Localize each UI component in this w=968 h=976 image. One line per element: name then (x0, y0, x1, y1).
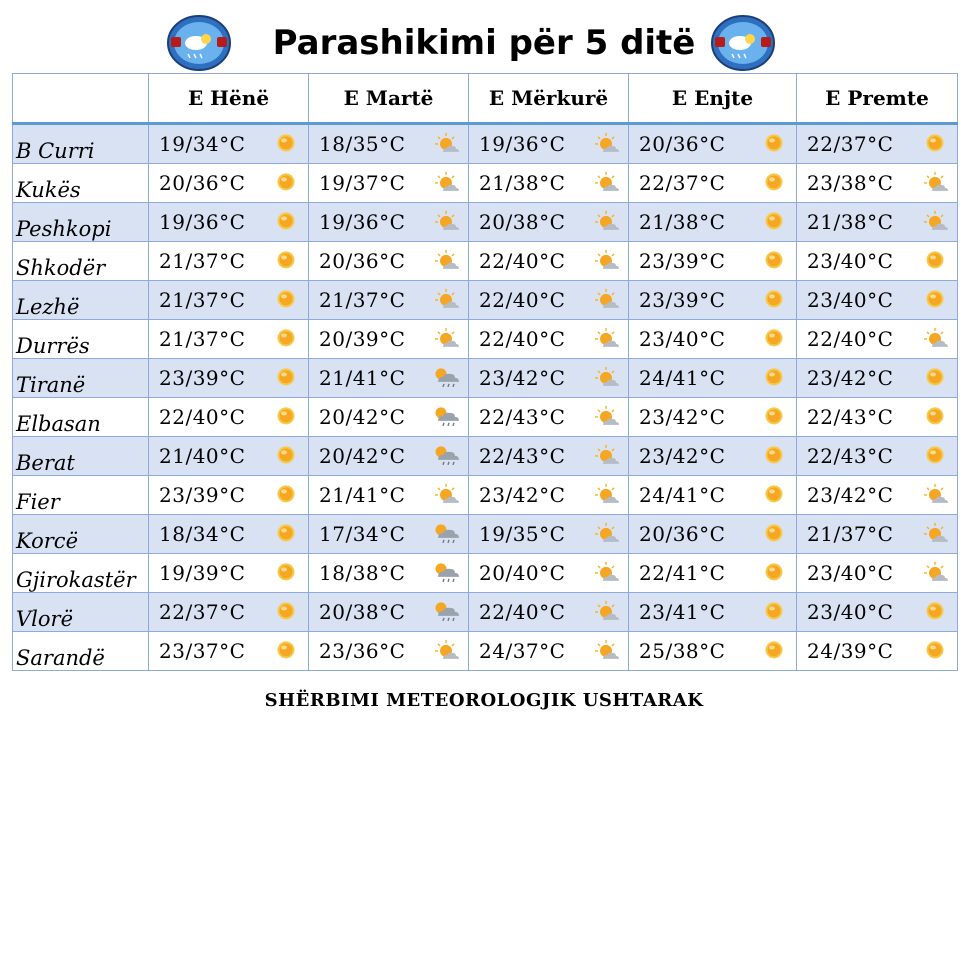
temperature-range: 22/40°C (479, 327, 566, 351)
forecast-cell (797, 554, 958, 593)
forecast-cell (629, 242, 797, 281)
day-header: E Martë (309, 74, 469, 124)
page-header (0, 10, 968, 76)
partly-cloudy-icon (592, 561, 620, 583)
city-name: Shkodër (13, 242, 149, 281)
temperature-range: 20/39°C (319, 327, 406, 351)
partly-cloudy-icon (432, 171, 460, 193)
sun-icon (760, 600, 788, 622)
day-header: E Mërkurë (469, 74, 629, 124)
sun-icon (921, 132, 949, 154)
temperature-range: 18/34°C (159, 522, 246, 546)
table-row (13, 554, 958, 593)
partly-cloudy-icon (921, 561, 949, 583)
forecast-cell (309, 359, 469, 398)
partly-cloudy-icon (592, 366, 620, 388)
temperature-range: 23/39°C (159, 483, 246, 507)
sun-icon (921, 366, 949, 388)
sun-icon (272, 405, 300, 427)
table-row (13, 632, 958, 671)
temperature-range: 23/42°C (639, 444, 726, 468)
temperature-range: 21/38°C (807, 210, 894, 234)
temperature-range: 22/43°C (807, 405, 894, 429)
city-name: Durrës (13, 320, 149, 359)
forecast-cell (469, 593, 629, 632)
partly-cloudy-icon (921, 522, 949, 544)
forecast-cell (797, 593, 958, 632)
city-name: Sarandë (13, 632, 149, 671)
day-header: E Premte (797, 74, 958, 124)
cloud-shower-icon (432, 522, 460, 544)
temperature-range: 19/36°C (319, 210, 406, 234)
temperature-range: 22/40°C (479, 600, 566, 624)
sun-icon (760, 327, 788, 349)
forecast-cell (469, 359, 629, 398)
forecast-cell (797, 281, 958, 320)
temperature-range: 22/40°C (479, 249, 566, 273)
city-name: Vlorë (13, 593, 149, 632)
temperature-range: 22/37°C (159, 600, 246, 624)
table-row (13, 398, 958, 437)
sun-icon (921, 405, 949, 427)
sun-icon (272, 132, 300, 154)
forecast-cell (149, 554, 309, 593)
city-name: Berat (13, 437, 149, 476)
sun-icon (272, 561, 300, 583)
partly-cloudy-icon (432, 132, 460, 154)
sun-icon (272, 444, 300, 466)
weather-service-logo-icon (710, 14, 776, 72)
temperature-range: 19/39°C (159, 561, 246, 585)
forecast-cell (629, 281, 797, 320)
sun-icon (760, 639, 788, 661)
forecast-cell (797, 398, 958, 437)
temperature-range: 23/39°C (639, 249, 726, 273)
partly-cloudy-icon (592, 210, 620, 232)
partly-cloudy-icon (592, 327, 620, 349)
day-header: E Hënë (149, 74, 309, 124)
temperature-range: 19/36°C (479, 132, 566, 156)
temperature-range: 19/36°C (159, 210, 246, 234)
forecast-cell (149, 124, 309, 164)
table-row (13, 359, 958, 398)
forecast-cell (629, 398, 797, 437)
city-name: Tiranë (13, 359, 149, 398)
temperature-range: 23/40°C (807, 288, 894, 312)
forecast-cell (797, 476, 958, 515)
temperature-range: 20/36°C (319, 249, 406, 273)
sun-icon (272, 483, 300, 505)
partly-cloudy-icon (432, 483, 460, 505)
forecast-cell (629, 203, 797, 242)
forecast-cell (629, 554, 797, 593)
city-name: Elbasan (13, 398, 149, 437)
sun-icon (921, 249, 949, 271)
forecast-cell (797, 203, 958, 242)
table-row (13, 124, 958, 164)
sun-icon (272, 171, 300, 193)
sun-icon (272, 288, 300, 310)
table-row (13, 320, 958, 359)
temperature-range: 23/39°C (639, 288, 726, 312)
temperature-range: 23/40°C (807, 561, 894, 585)
forecast-cell (797, 515, 958, 554)
partly-cloudy-icon (592, 600, 620, 622)
forecast-cell (629, 164, 797, 203)
temperature-range: 22/40°C (479, 288, 566, 312)
forecast-cell (469, 515, 629, 554)
forecast-cell (469, 164, 629, 203)
forecast-cell (629, 124, 797, 164)
temperature-range: 21/37°C (159, 327, 246, 351)
temperature-range: 20/36°C (639, 132, 726, 156)
city-name: Peshkopi (13, 203, 149, 242)
forecast-cell (629, 320, 797, 359)
temperature-range: 23/37°C (159, 639, 246, 663)
sun-icon (921, 444, 949, 466)
partly-cloudy-icon (921, 210, 949, 232)
sun-icon (272, 522, 300, 544)
temperature-range: 20/36°C (639, 522, 726, 546)
temperature-range: 25/38°C (639, 639, 726, 663)
city-name: Kukës (13, 164, 149, 203)
temperature-range: 18/35°C (319, 132, 406, 156)
temperature-range: 20/42°C (319, 444, 406, 468)
forecast-cell (469, 437, 629, 476)
forecast-cell (797, 320, 958, 359)
temperature-range: 23/39°C (159, 366, 246, 390)
partly-cloudy-icon (592, 522, 620, 544)
sun-icon (760, 210, 788, 232)
temperature-range: 22/37°C (639, 171, 726, 195)
sun-icon (760, 288, 788, 310)
city-name: Korcë (13, 515, 149, 554)
forecast-cell (309, 320, 469, 359)
forecast-cell (149, 359, 309, 398)
temperature-range: 23/40°C (639, 327, 726, 351)
sun-icon (921, 288, 949, 310)
partly-cloudy-icon (921, 171, 949, 193)
page-title: Parashikimi për 5 ditë (272, 23, 696, 63)
forecast-cell (309, 593, 469, 632)
forecast-cell (149, 437, 309, 476)
sun-icon (760, 366, 788, 388)
temperature-range: 21/40°C (159, 444, 246, 468)
sun-icon (760, 405, 788, 427)
temperature-range: 23/38°C (807, 171, 894, 195)
temperature-range: 21/37°C (319, 288, 406, 312)
forecast-cell (149, 593, 309, 632)
forecast-cell (469, 203, 629, 242)
temperature-range: 21/41°C (319, 366, 406, 390)
partly-cloudy-icon (592, 639, 620, 661)
forecast-cell (309, 203, 469, 242)
temperature-range: 24/41°C (639, 483, 726, 507)
sun-icon (760, 483, 788, 505)
city-name: B Curri (13, 124, 149, 164)
forecast-cell (309, 398, 469, 437)
sun-icon (272, 249, 300, 271)
forecast-cell (309, 242, 469, 281)
forecast-cell (309, 164, 469, 203)
forecast-cell (469, 398, 629, 437)
cloud-shower-icon (432, 600, 460, 622)
partly-cloudy-icon (432, 249, 460, 271)
sun-icon (760, 522, 788, 544)
partly-cloudy-icon (592, 405, 620, 427)
temperature-range: 19/35°C (479, 522, 566, 546)
sun-icon (760, 132, 788, 154)
table-row (13, 437, 958, 476)
forecast-cell (149, 203, 309, 242)
forecast-cell (149, 242, 309, 281)
forecast-cell (629, 476, 797, 515)
sun-icon (272, 600, 300, 622)
temperature-range: 22/43°C (479, 405, 566, 429)
forecast-cell (629, 359, 797, 398)
forecast-cell (797, 124, 958, 164)
forecast-cell (797, 242, 958, 281)
sun-icon (921, 600, 949, 622)
sun-icon (760, 561, 788, 583)
partly-cloudy-icon (432, 210, 460, 232)
forecast-cell (797, 632, 958, 671)
temperature-range: 24/37°C (479, 639, 566, 663)
temperature-range: 23/40°C (807, 600, 894, 624)
forecast-cell (309, 437, 469, 476)
temperature-range: 22/41°C (639, 561, 726, 585)
table-header-row (13, 74, 958, 124)
temperature-range: 22/40°C (159, 405, 246, 429)
temperature-range: 23/42°C (479, 366, 566, 390)
forecast-cell (149, 281, 309, 320)
partly-cloudy-icon (592, 171, 620, 193)
forecast-cell (149, 632, 309, 671)
forecast-cell (797, 164, 958, 203)
partly-cloudy-icon (432, 327, 460, 349)
sun-icon (272, 639, 300, 661)
forecast-cell (797, 437, 958, 476)
sun-icon (272, 366, 300, 388)
sun-icon (921, 639, 949, 661)
forecast-cell (149, 164, 309, 203)
temperature-range: 20/36°C (159, 171, 246, 195)
cloud-shower-icon (432, 405, 460, 427)
forecast-cell (469, 632, 629, 671)
partly-cloudy-icon (592, 483, 620, 505)
temperature-range: 20/38°C (479, 210, 566, 234)
partly-cloudy-icon (432, 639, 460, 661)
forecast-cell (149, 476, 309, 515)
temperature-range: 21/38°C (479, 171, 566, 195)
partly-cloudy-icon (592, 132, 620, 154)
weather-service-logo-icon (166, 14, 232, 72)
forecast-cell (309, 476, 469, 515)
temperature-range: 21/37°C (159, 249, 246, 273)
temperature-range: 23/40°C (807, 249, 894, 273)
temperature-range: 22/43°C (479, 444, 566, 468)
temperature-range: 23/42°C (807, 483, 894, 507)
temperature-range: 22/40°C (807, 327, 894, 351)
city-name: Lezhë (13, 281, 149, 320)
forecast-cell (629, 515, 797, 554)
table-row (13, 476, 958, 515)
table-row (13, 515, 958, 554)
forecast-cell (309, 632, 469, 671)
forecast-cell (469, 476, 629, 515)
cloud-shower-icon (432, 366, 460, 388)
cloud-shower-icon (432, 444, 460, 466)
forecast-cell (309, 515, 469, 554)
forecast-cell (469, 554, 629, 593)
temperature-range: 19/34°C (159, 132, 246, 156)
temperature-range: 20/38°C (319, 600, 406, 624)
forecast-cell (149, 398, 309, 437)
table-row (13, 164, 958, 203)
forecast-cell (469, 281, 629, 320)
sun-icon (760, 171, 788, 193)
forecast-cell (149, 320, 309, 359)
table-row (13, 593, 958, 632)
partly-cloudy-icon (592, 444, 620, 466)
temperature-range: 23/36°C (319, 639, 406, 663)
temperature-range: 21/41°C (319, 483, 406, 507)
forecast-cell (469, 242, 629, 281)
temperature-range: 23/42°C (479, 483, 566, 507)
forecast-cell (469, 124, 629, 164)
temperature-range: 24/41°C (639, 366, 726, 390)
forecast-cell (629, 593, 797, 632)
partly-cloudy-icon (592, 249, 620, 271)
temperature-range: 23/42°C (639, 405, 726, 429)
temperature-range: 22/37°C (807, 132, 894, 156)
footer-service-name: SHËRBIMI METEOROLOGJIK USHTARAK (264, 690, 704, 711)
forecast-cell (469, 320, 629, 359)
forecast-table (12, 73, 958, 671)
sun-icon (272, 210, 300, 232)
city-name: Fier (13, 476, 149, 515)
temperature-range: 24/39°C (807, 639, 894, 663)
temperature-range: 18/38°C (319, 561, 406, 585)
forecast-cell (629, 632, 797, 671)
temperature-range: 20/42°C (319, 405, 406, 429)
forecast-cell (309, 281, 469, 320)
partly-cloudy-icon (432, 288, 460, 310)
table-row (13, 203, 958, 242)
temperature-range: 21/37°C (159, 288, 246, 312)
partly-cloudy-icon (921, 327, 949, 349)
temperature-range: 17/34°C (319, 522, 406, 546)
partly-cloudy-icon (921, 483, 949, 505)
temperature-range: 23/41°C (639, 600, 726, 624)
sun-icon (760, 444, 788, 466)
forecast-cell (629, 437, 797, 476)
partly-cloudy-icon (592, 288, 620, 310)
header-corner-cell (13, 74, 149, 124)
temperature-range: 20/40°C (479, 561, 566, 585)
forecast-cell (797, 359, 958, 398)
forecast-cell (149, 515, 309, 554)
temperature-range: 22/43°C (807, 444, 894, 468)
sun-icon (760, 249, 788, 271)
sun-icon (272, 327, 300, 349)
temperature-range: 19/37°C (319, 171, 406, 195)
forecast-cell (309, 554, 469, 593)
temperature-range: 21/38°C (639, 210, 726, 234)
table-row (13, 242, 958, 281)
temperature-range: 21/37°C (807, 522, 894, 546)
temperature-range: 23/42°C (807, 366, 894, 390)
cloud-shower-icon (432, 561, 460, 583)
table-row (13, 281, 958, 320)
forecast-cell (309, 124, 469, 164)
day-header: E Enjte (629, 74, 797, 124)
city-name: Gjirokastër (13, 554, 149, 593)
